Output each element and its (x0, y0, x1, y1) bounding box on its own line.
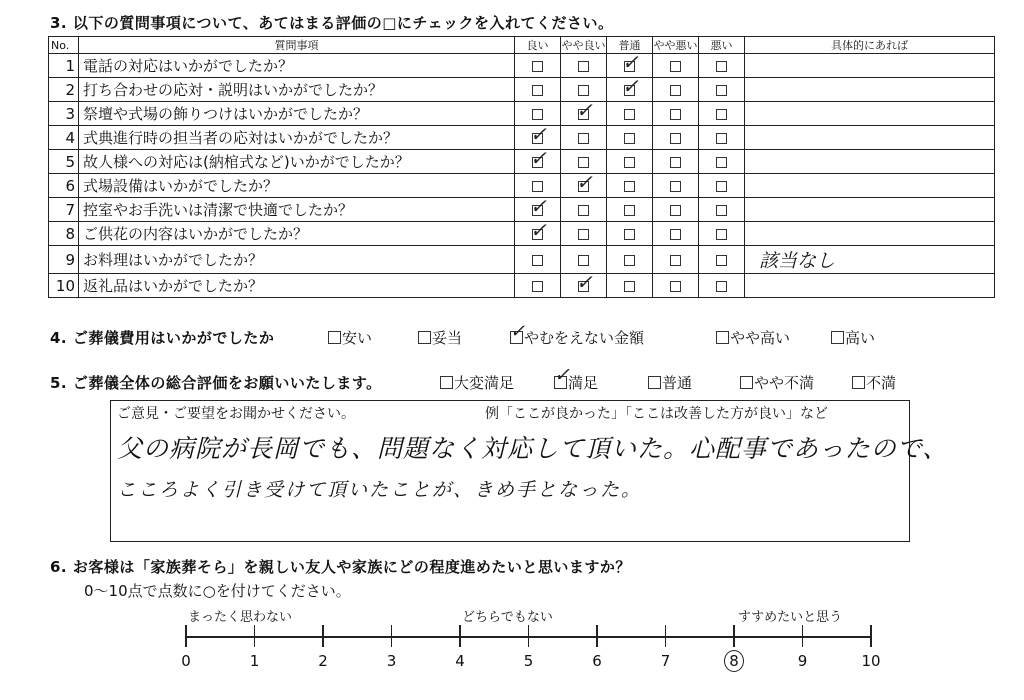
handwritten-comment-line2: こころよく引き受けて頂いたことが、きめ手となった。 (117, 479, 643, 501)
table-row (49, 174, 995, 198)
header-comment: 具体的にあれば (745, 37, 995, 54)
scale-tick (459, 625, 461, 647)
checkbox[interactable] (622, 73, 639, 98)
check-mark-icon: ✓ (530, 193, 547, 218)
scale-tick (528, 625, 530, 647)
rating-cell[interactable] (515, 274, 561, 298)
rating-cell[interactable] (699, 126, 745, 150)
section3-title: 3. 以下の質問事項について、あてはまる評価の□にチェックを入れてください。 (50, 14, 614, 32)
checkbox[interactable] (418, 331, 431, 344)
checkbox[interactable] (740, 376, 753, 389)
checkbox[interactable] (530, 121, 547, 146)
check-mark-icon: ✓ (576, 169, 593, 194)
cost-option-label: 安い (342, 329, 373, 347)
checkbox[interactable] (670, 157, 681, 168)
checkbox[interactable] (532, 181, 543, 192)
check-mark-icon: ✓ (622, 73, 639, 98)
checkbox[interactable] (670, 85, 681, 96)
scale-tick (391, 625, 393, 647)
overall-option-label: 普通 (662, 374, 693, 392)
checkbox[interactable] (532, 255, 543, 266)
rating-cell[interactable] (653, 274, 699, 298)
checkbox[interactable] (716, 255, 727, 266)
comment-cell[interactable] (745, 198, 995, 222)
checkbox[interactable] (578, 61, 589, 72)
checkbox[interactable] (622, 49, 639, 74)
overall-option-0[interactable] (440, 372, 514, 393)
comment-box[interactable] (110, 400, 949, 542)
table-row (49, 126, 995, 150)
question-text: 返礼品はいかがでしたか？ (79, 274, 515, 298)
checkbox[interactable] (530, 193, 547, 218)
section6-title: 6. お客様は「家族葬そら」を親しい友人や家族にどの程度進めたいと思いますか？ (50, 558, 631, 576)
scale-number-3[interactable]: 3 (386, 652, 397, 670)
checkbox[interactable] (670, 255, 681, 266)
rating-cell[interactable] (607, 274, 653, 298)
scale-number-6[interactable]: 6 (592, 652, 602, 670)
header-rating-4: 悪い (699, 37, 745, 54)
checkbox[interactable] (670, 205, 681, 216)
checkbox[interactable] (852, 376, 865, 389)
checkbox[interactable] (510, 321, 526, 344)
checkbox[interactable] (624, 109, 635, 120)
scale-number-9[interactable]: 9 (797, 652, 808, 670)
checkbox[interactable] (716, 85, 727, 96)
checkbox[interactable] (576, 169, 593, 194)
question-text: 式典進行時の担当者の応対はいかがでしたか？ (79, 126, 515, 150)
scale-number-1[interactable]: 1 (249, 652, 260, 670)
question-number: 1 (49, 54, 79, 78)
question-text: 控室やお手洗いは清潔で快適でしたか？ (79, 198, 515, 222)
rating-cell[interactable] (653, 78, 699, 102)
rating-cell[interactable] (607, 150, 653, 174)
checkbox[interactable] (716, 133, 727, 144)
checkbox[interactable] (532, 281, 543, 292)
checkbox[interactable] (328, 331, 341, 344)
checkbox[interactable] (831, 331, 844, 344)
checkbox[interactable] (624, 181, 635, 192)
checkbox[interactable] (576, 269, 593, 294)
checkbox[interactable] (648, 376, 661, 389)
cost-option-label: やや高い (730, 329, 791, 347)
rating-cell[interactable] (515, 145, 561, 174)
question-text: ご供花の内容はいかがでしたか？ (79, 222, 515, 246)
question-number: 7 (49, 198, 79, 222)
check-mark-icon: ✓ (530, 145, 547, 170)
overall-option-label: やや不満 (754, 374, 815, 392)
check-mark-icon: ✓ (510, 321, 526, 342)
cost-option-1[interactable] (418, 327, 462, 348)
comment-cell[interactable] (745, 222, 995, 246)
overall-option-label: 満足 (568, 374, 599, 392)
question-number: 9 (49, 246, 79, 274)
checkbox[interactable] (670, 181, 681, 192)
question-text: 祭壇や式場の飾りつけはいかがでしたか？ (79, 102, 515, 126)
comment-cell[interactable] (745, 126, 995, 150)
rating-cell[interactable] (653, 126, 699, 150)
scale-tick (596, 625, 598, 647)
scale-tick (185, 625, 187, 647)
scale-label-high: すすめたいと思う (738, 610, 843, 625)
rating-cell[interactable] (561, 269, 607, 298)
handwritten-comment-line1: 父の病院が長岡でも、問題なく対応して頂いた。心配事であったので、 (117, 434, 949, 463)
comment-cell[interactable] (745, 150, 995, 174)
rating-cell[interactable] (515, 78, 561, 102)
check-mark-icon: ✓ (622, 49, 639, 74)
rating-cell[interactable] (653, 222, 699, 246)
checkbox[interactable] (670, 109, 681, 120)
checkbox[interactable] (670, 133, 681, 144)
rating-cell[interactable] (699, 222, 745, 246)
scale-tick (802, 625, 804, 647)
rating-cell[interactable] (653, 150, 699, 174)
rating-cell[interactable] (515, 54, 561, 78)
comment-cell[interactable] (745, 102, 995, 126)
scale-tick (665, 625, 667, 647)
comment-cell[interactable]: 該当なし (745, 246, 995, 274)
cost-option-4[interactable] (831, 327, 875, 348)
checkbox[interactable] (716, 281, 727, 292)
rating-cell[interactable] (561, 169, 607, 198)
checkbox[interactable] (624, 229, 635, 240)
rating-cell[interactable] (607, 102, 653, 126)
rating-cell[interactable] (699, 78, 745, 102)
checkbox[interactable] (578, 205, 589, 216)
header-rating-0: 良い (515, 37, 561, 54)
checkbox[interactable] (576, 97, 593, 122)
rating-cell[interactable] (515, 217, 561, 246)
checkbox[interactable] (670, 281, 681, 292)
table-row (49, 222, 995, 246)
question-text: 式場設備はいかがでしたか？ (79, 174, 515, 198)
rating-cell[interactable] (699, 246, 745, 274)
rating-cell[interactable] (699, 54, 745, 78)
header-question: 質問事項 (79, 37, 515, 54)
rating-cell[interactable] (607, 222, 653, 246)
header-rating-2: 普通 (607, 37, 653, 54)
question-number: 8 (49, 222, 79, 246)
question-number: 6 (49, 174, 79, 198)
check-mark-icon: ✓ (554, 364, 570, 386)
rating-cell[interactable] (607, 126, 653, 150)
checkbox[interactable] (624, 133, 635, 144)
rating-cell[interactable] (607, 174, 653, 198)
rating-cell[interactable] (653, 54, 699, 78)
scale-tick (254, 625, 256, 647)
scale-label-mid: どちらでもない (462, 610, 553, 625)
rating-cell[interactable] (561, 54, 607, 78)
checkbox[interactable] (670, 229, 681, 240)
table-row (49, 78, 995, 102)
cost-option-label: 高い (845, 329, 876, 347)
checkbox[interactable] (578, 85, 589, 96)
checkbox[interactable] (532, 61, 543, 72)
scale-number-5[interactable]: 5 (523, 652, 534, 670)
check-mark-icon: ✓ (576, 97, 593, 122)
checkbox[interactable] (532, 109, 543, 120)
rating-cell[interactable] (607, 198, 653, 222)
comment-cell[interactable] (745, 54, 995, 78)
rating-cell[interactable] (561, 97, 607, 126)
overall-option-2[interactable] (648, 372, 692, 393)
table-row (49, 102, 995, 126)
question-text: 故人様への対応は(納棺式など)いかがでしたか？ (79, 150, 515, 174)
cost-option-3[interactable] (716, 327, 790, 348)
rating-cell[interactable] (515, 246, 561, 274)
rating-cell[interactable] (561, 126, 607, 150)
checkbox[interactable] (716, 109, 727, 120)
header-rating-1: やや良い (561, 37, 607, 54)
comment-prompt: ご意見・ご要望をお聞かせください。 (117, 406, 355, 422)
rating-cell[interactable] (699, 174, 745, 198)
comment-example: 例「ここが良かった」「ここは改善した方が良い」など (485, 406, 828, 422)
rating-cell[interactable] (653, 174, 699, 198)
checkbox[interactable] (716, 61, 727, 72)
table-row (49, 198, 995, 222)
scale-tick (870, 625, 872, 647)
cost-option-2[interactable] (510, 321, 645, 348)
table-row (49, 246, 995, 274)
checkbox[interactable] (578, 229, 589, 240)
checkbox[interactable] (624, 255, 635, 266)
check-mark-icon: ✓ (530, 121, 547, 146)
question-text: 打ち合わせの応対・説明はいかがでしたか？ (79, 78, 515, 102)
checkbox[interactable] (716, 229, 727, 240)
rating-cell[interactable] (561, 222, 607, 246)
rating-cell[interactable] (653, 246, 699, 274)
rating-cell[interactable] (607, 246, 653, 274)
overall-option-3[interactable] (740, 372, 814, 393)
scale-tick (322, 625, 324, 647)
question-number: 10 (49, 274, 79, 298)
checkbox[interactable] (716, 157, 727, 168)
comment-cell[interactable] (745, 78, 995, 102)
checkbox[interactable] (578, 255, 589, 266)
checkbox[interactable] (624, 281, 635, 292)
checkbox[interactable] (716, 331, 729, 344)
header-rating-3: やや悪い (653, 37, 699, 54)
scale-label-low: まったく思わない (188, 610, 293, 625)
table-row (49, 150, 995, 174)
scale-tick (733, 625, 735, 647)
checkbox[interactable] (716, 205, 727, 216)
checkbox[interactable] (624, 157, 635, 168)
question-text: 電話の対応はいかがでしたか？ (79, 54, 515, 78)
table-row (49, 274, 995, 298)
checkbox[interactable] (530, 145, 547, 170)
cost-option-label: 妥当 (432, 329, 463, 347)
overall-option-label: 大変満足 (454, 374, 515, 392)
cost-option-0[interactable] (328, 327, 372, 348)
scale-number-10[interactable]: 10 (861, 652, 881, 670)
section6-subtitle: 0～10点で点数に○を付けてください。 (84, 582, 351, 600)
question-number: 4 (49, 126, 79, 150)
question-text: お料理はいかがでしたか？ (79, 246, 515, 274)
section4-title: 4. ご葬儀費用はいかがでしたか (50, 329, 275, 347)
scale-number-4[interactable]: 4 (455, 652, 465, 670)
table-row (49, 54, 995, 78)
question-number: 3 (49, 102, 79, 126)
overall-option-1[interactable] (554, 364, 599, 393)
rating-cell[interactable] (607, 73, 653, 102)
cost-option-label: やむをえない金額 (524, 329, 645, 347)
question-number: 5 (49, 150, 79, 174)
rating-cell[interactable] (653, 198, 699, 222)
rating-cell[interactable] (561, 198, 607, 222)
question-table (48, 36, 995, 298)
checkbox[interactable] (578, 133, 589, 144)
checkbox[interactable] (530, 217, 547, 242)
rating-cell[interactable] (653, 102, 699, 126)
question-number: 2 (49, 78, 79, 102)
checkbox[interactable] (554, 364, 570, 389)
checkbox[interactable] (440, 376, 453, 389)
overall-option-4[interactable] (852, 372, 896, 393)
checkbox[interactable] (716, 181, 727, 192)
rating-cell[interactable] (699, 150, 745, 174)
scale-number-7[interactable]: 7 (660, 652, 671, 670)
scale-number-2[interactable]: 2 (318, 652, 328, 670)
checkbox[interactable] (624, 205, 635, 216)
scale-number-8[interactable]: 8 (724, 650, 744, 672)
scale-number-0[interactable]: 0 (181, 652, 191, 670)
checkbox[interactable] (670, 61, 681, 72)
overall-option-label: 不満 (866, 374, 897, 392)
comment-cell[interactable] (745, 174, 995, 198)
rating-cell[interactable] (699, 274, 745, 298)
section5-title: 5. ご葬儀全体の総合評価をお願いいたします。 (50, 374, 382, 392)
check-mark-icon: ✓ (530, 217, 547, 242)
rating-cell[interactable] (699, 198, 745, 222)
header-no: No. (49, 37, 79, 54)
rating-cell[interactable] (699, 102, 745, 126)
checkbox[interactable] (532, 85, 543, 96)
checkbox[interactable] (578, 157, 589, 168)
check-mark-icon: ✓ (576, 269, 593, 294)
comment-cell[interactable] (745, 274, 995, 298)
